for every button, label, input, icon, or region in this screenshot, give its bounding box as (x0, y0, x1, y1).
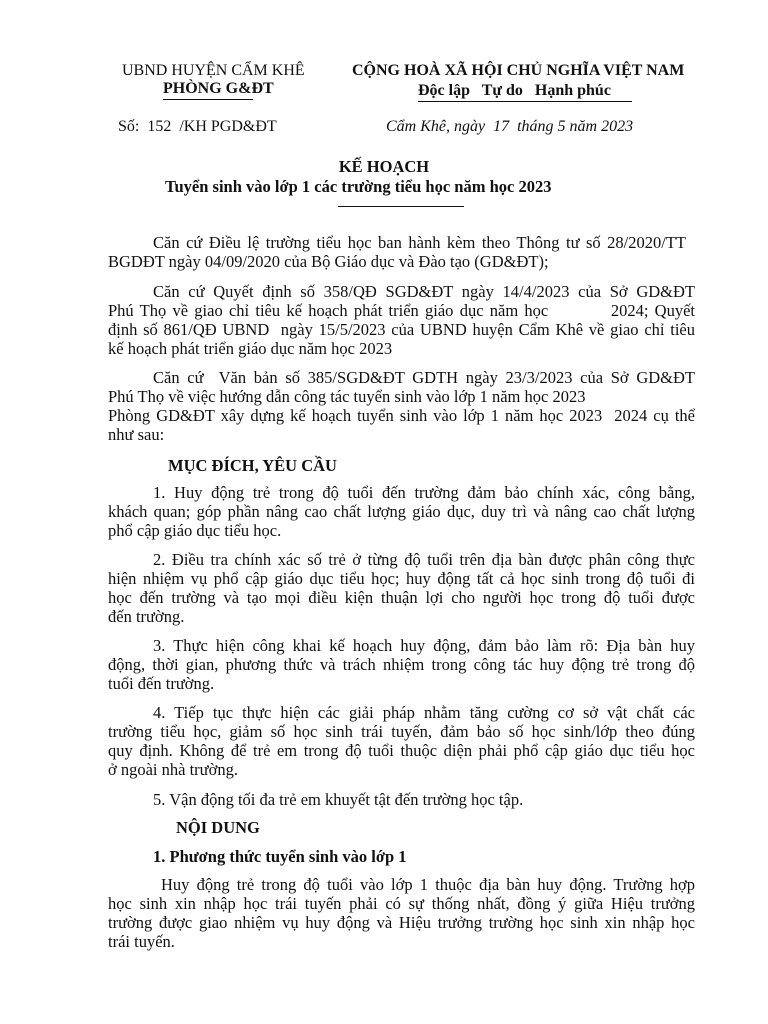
item2-line2: hiện nhiệm vụ phổ cập giáo dục tiểu học; huy động tất cả học sinh trong độ tuổi đi (108, 569, 695, 588)
para2-line3: định số 861/QĐ UBND ngày 15/5/2023 của UBND huyện Cẩm Khê về giao chỉ tiêu (108, 320, 695, 339)
department-underline (163, 99, 253, 100)
section2-heading: NỘI DUNG (176, 818, 260, 837)
item2-line3: học đến trường và tạo mọi điều kiện thuận lợi cho người học trong độ tuổi được (108, 588, 695, 607)
nation-motto: Độc lập Tự do Hạnh phúc (418, 82, 611, 99)
item1-line3: phổ cập giáo dục tiểu học. (108, 521, 282, 540)
item3-line2: động, thời gian, phương thức và trách nhiệm trong công tác huy động trẻ trong độ (108, 655, 695, 674)
item2-line4: đến trường. (108, 607, 185, 626)
doc-number (118, 118, 277, 136)
para2-line1: Căn cứ Quyết định số 358/QĐ SGD&ĐT ngày 14/4/2023 của Sở GD&ĐT (153, 282, 695, 301)
para1-line1: Căn cứ Điều lệ trường tiểu học ban hành kèm theo Thông tư số 28/2020/TT (153, 233, 686, 252)
doc-number-value: 152 (147, 118, 172, 135)
para1-line2: BGDĐT ngày 04/09/2020 của Bộ Giáo dục và Đào tạo (GD&ĐT); (108, 252, 549, 271)
section2-para-line4: trái tuyến. (108, 932, 175, 951)
item1-line1: 1. Huy động trẻ trong độ tuổi đến trường đảm bảo chính xác, công bằng, (153, 483, 695, 502)
doc-number-label: Số: (118, 118, 140, 135)
item4-line3: quy định. Không để trẻ em trong độ tuổi thuộc diện phải phổ cập giáo dục tiểu học (108, 741, 695, 760)
doc-date (386, 118, 633, 136)
date-prefix: Cẩm Khê, ngày (386, 118, 486, 135)
section2-para-line2: học sinh xin nhập học trái tuyến phải có sự thống nhất, đồng ý giữa Hiệu trưởng (108, 894, 695, 913)
para3-line2: Phú Thọ về việc hướng dẫn công tác tuyển sinh vào lớp 1 năm học 2023 (108, 387, 586, 406)
section2-para-line1: Huy động trẻ trong độ tuổi vào lớp 1 thuộc địa bàn huy động. Trường hợp (161, 875, 695, 894)
department-name: PHÒNG G&ĐT (163, 80, 274, 97)
doc-number-suffix: /KH PGD&ĐT (179, 118, 277, 135)
item4-line4: ở ngoài nhà trường. (108, 760, 238, 779)
para3-line3: Phòng GD&ĐT xây dựng kế hoạch tuyển sinh vào lớp 1 năm học 2023 2024 cụ thể (108, 406, 695, 425)
para2-line2: Phú Thọ về giao chỉ tiêu kế hoạch phát triển giáo dục năm học 2024; Quyết (108, 301, 695, 320)
item4-line2: trường tiểu học, giảm số học sinh trái tuyến, đảm bảo số học sinh/lớp theo đúng (108, 722, 695, 741)
section2-subheading: 1. Phương thức tuyển sinh vào lớp 1 (153, 847, 407, 866)
item4-line1: 4. Tiếp tục thực hiện các giải pháp nhằm tăng cường cơ sở vật chất các (153, 703, 695, 722)
item5-line1: 5. Vận động tối đa trẻ em khuyết tật đến trường học tập. (153, 790, 524, 809)
section2-para-line3: trường được giao nhiệm vụ huy động và Hiệu trưởng trường học sinh xin nhập học (108, 913, 695, 932)
item2-line1: 2. Điều tra chính xác số trẻ ở từng độ tuổi trên địa bàn được phân công thực (153, 550, 695, 569)
document-subtitle: Tuyển sinh vào lớp 1 các trường tiểu học năm học 2023 (165, 177, 552, 196)
date-day: 17 (493, 118, 510, 135)
para3-line1: Căn cứ Văn bản số 385/SGD&ĐT GDTH ngày 23/3/2023 của Sở GD&ĐT (153, 368, 695, 387)
date-suffix: tháng 5 năm 2023 (517, 118, 634, 135)
item1-line2: khách quan; góp phần nâng cao chất lượng giáo dục, duy trì và nâng cao chất lượng (108, 502, 695, 521)
item3-line1: 3. Thực hiện công khai kế hoạch huy động, đảm bảo làm rõ: Địa bàn huy (153, 636, 695, 655)
org-name: UBND HUYỆN CẨM KHÊ (122, 62, 305, 79)
document-title: KẾ HOẠCH (338, 157, 430, 176)
motto-underline (418, 101, 632, 102)
section1-heading: MỤC ĐÍCH, YÊU CẦU (168, 456, 337, 475)
para2-line4: kế hoạch phát triển giáo dục năm học 2023 (108, 339, 393, 358)
item3-line3: tuổi đến trường. (108, 674, 215, 693)
para3-line4: như sau: (108, 425, 165, 444)
nation-title: CỘNG HOÀ XÃ HỘI CHỦ NGHĨA VIỆT NAM (352, 62, 685, 79)
title-underline (338, 206, 464, 207)
